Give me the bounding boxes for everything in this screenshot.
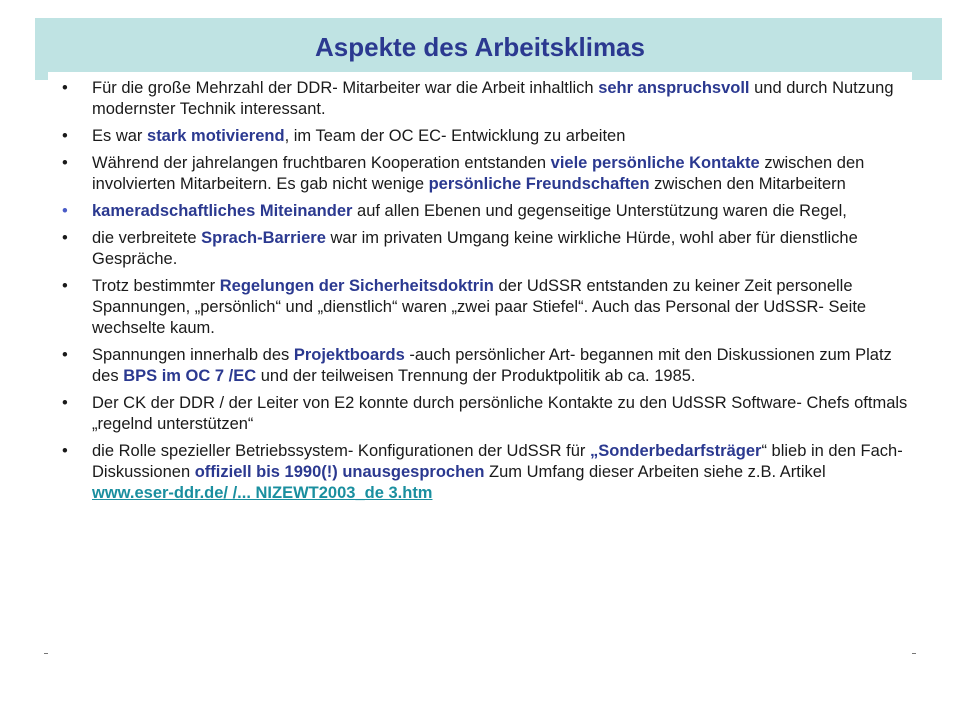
bullet-item [52, 201, 912, 222]
bullet-marker: • [62, 394, 68, 412]
bullet-marker: • [62, 154, 68, 172]
bullet-text: “ blieb in den Fach- Diskussionen [92, 442, 903, 481]
bullet-text: Trotz bestimmter [92, 277, 220, 295]
bullet-item [52, 345, 912, 387]
bullet-marker: • [62, 346, 68, 364]
highlighted-text: Projektboards [293, 346, 405, 364]
bullet-text: zwischen den involvierten Mitarbeitern. Es gab nicht wenige [92, 154, 865, 193]
highlighted-text: persönliche Freundschaften [428, 175, 650, 193]
bullet-text: Für die große Mehrzahl der DDR- Mitarbeiter war die Arbeit inhaltlich [92, 79, 599, 97]
bullet-text: die verbreitete [92, 229, 202, 247]
highlighted-text: offiziell bis 1990(!) unausgesprochen [194, 463, 485, 481]
bullet-item [52, 153, 912, 195]
bullet-list [52, 78, 912, 504]
bullet-item [52, 228, 912, 270]
page-title: Aspekte des Arbeitsklimas [315, 32, 645, 62]
bullet-marker: • [62, 229, 68, 247]
corner-mark [912, 653, 916, 654]
bullet-item [52, 441, 912, 504]
highlighted-text: Regelungen der Sicherheitsdoktrin [219, 277, 494, 295]
bullet-item [52, 126, 912, 147]
bullet-marker: • [62, 202, 68, 220]
bullet-text: der UdSSR entstanden zu keiner Zeit personelle Spannungen, „persönlich“ und „dienstlich“ waren „zwei paar Stiefel“. Auch das Personal der UdSSR- Seite wechselte kaum. [92, 277, 867, 337]
bullet-text: , im Team der OC EC- Entwicklung zu arbeiten [284, 127, 626, 145]
bullet-marker: • [62, 277, 68, 295]
bullet-item [52, 393, 912, 435]
bullet-text: Während der jahrelangen fruchtbaren Kooperation entstanden [92, 154, 551, 172]
bullet-item [52, 78, 912, 120]
bullet-text: auf allen Ebenen und gegenseitige Unterstützung waren die Regel, [352, 202, 847, 220]
bullet-text: Zum Umfang dieser Arbeiten siehe z.B. Artikel [484, 463, 826, 481]
article-link[interactable]: www.eser-ddr.de/ /... NIZEWT2003_de 3.htm [92, 484, 433, 502]
bullet-text: Es war [92, 127, 148, 145]
bullet-text: -auch persönlicher Art- begannen mit den Diskussionen zum Platz des [92, 346, 892, 385]
highlighted-text: stark motivierend [147, 127, 285, 145]
corner-mark [44, 653, 48, 654]
bullet-text: zwischen den Mitarbeitern [649, 175, 846, 193]
bullet-marker: • [62, 79, 68, 97]
bullet-text: Spannungen innerhalb des [92, 346, 294, 364]
highlighted-text: sehr anspruchsvoll [598, 79, 750, 97]
highlighted-text: kameradschaftliches Miteinander [92, 202, 353, 220]
highlighted-text: „Sonderbedarfsträger [589, 442, 762, 460]
bullet-text: und der teilweisen Trennung der Produktpolitik ab ca. 1985. [256, 367, 696, 385]
bullet-content [52, 78, 912, 510]
bullet-marker: • [62, 127, 68, 145]
bullet-text: Der CK der DDR / der Leiter von E2 konnte durch persönliche Kontakte zu den UdSSR Software- Chefs oftmals „regelnd unterstützen“ [92, 394, 908, 433]
bullet-text: war im privaten Umgang keine wirkliche Hürde, wohl aber für dienstliche Gespräche. [92, 229, 858, 268]
bullet-text: die Rolle spezieller Betriebssystem- Konfigurationen der UdSSR für [92, 442, 590, 460]
highlighted-text: viele persönliche Kontakte [550, 154, 760, 172]
bullet-marker: • [62, 442, 68, 460]
bullet-text: und durch Nutzung modernster Technik interessant. [92, 79, 894, 118]
highlighted-text: Sprach-Barriere [201, 229, 326, 247]
highlighted-text: BPS im OC 7 /EC [123, 367, 257, 385]
bullet-item [52, 276, 912, 339]
